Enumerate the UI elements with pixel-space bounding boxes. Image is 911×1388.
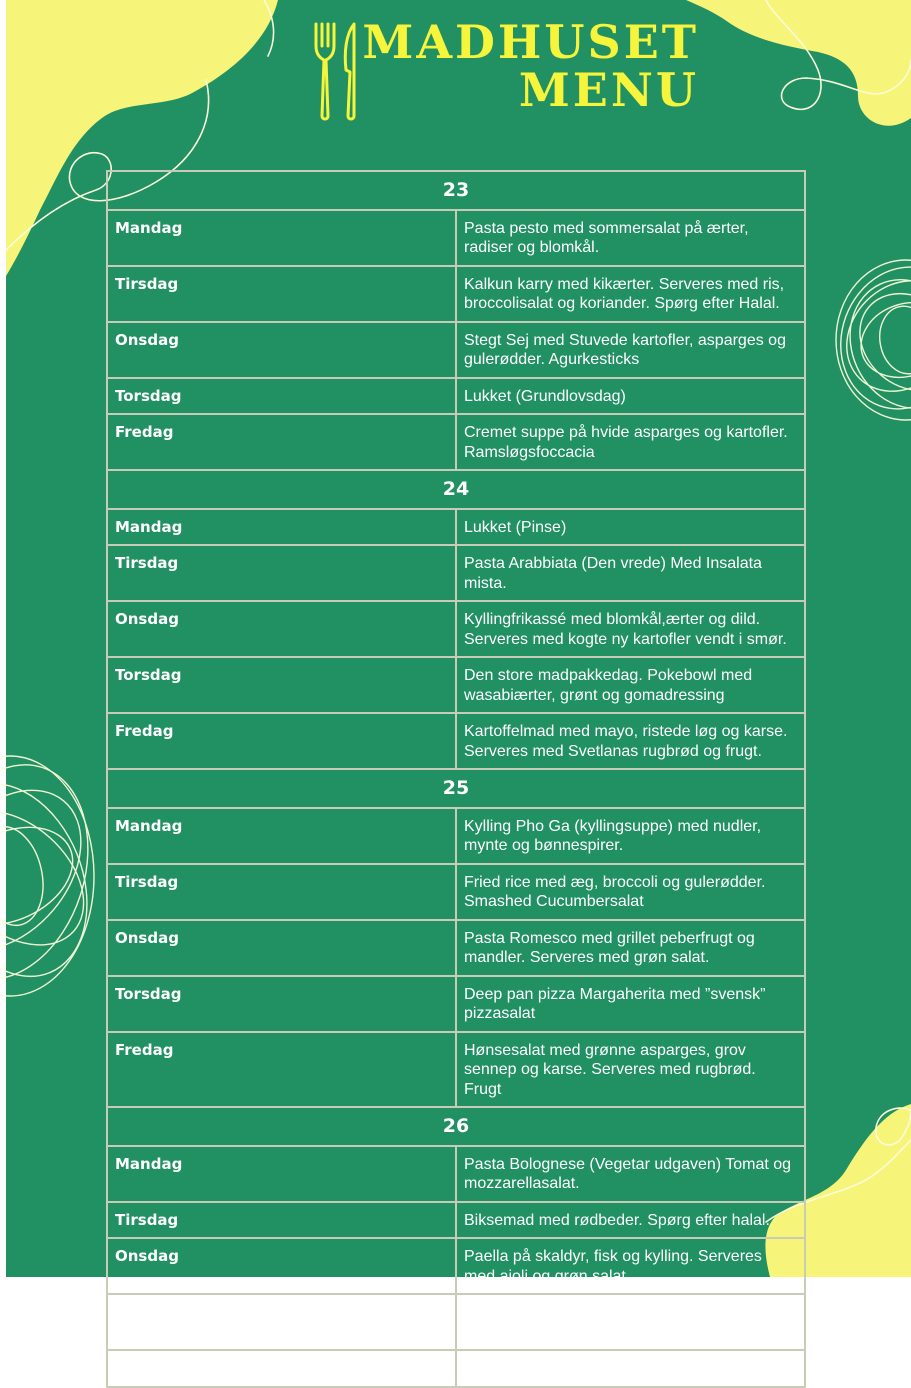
week-number: 26 xyxy=(107,1107,805,1146)
menu-page xyxy=(6,0,911,1377)
dish-cell: Koldskål med jordbær og kammerjunker. xyxy=(456,1350,805,1387)
day-cell: Onsdag xyxy=(107,920,456,976)
dish-cell: Stegt Sej med Stuvede kartofler, asparges og gulerødder. Agurkesticks xyxy=(456,322,805,378)
day-cell: Mandag xyxy=(107,509,456,546)
dish-cell: Hønsesalat med grønne asparges, grov sennep og karse. Serveres med rugbrød. Frugt xyxy=(456,1032,805,1108)
table-row xyxy=(107,1294,805,1350)
week-number: 24 xyxy=(107,470,805,509)
dish-cell: Kylling Pho Ga (kyllingsuppe) med nudler, mynte og bønnespirer. xyxy=(456,808,805,864)
dish-cell: Cremet suppe på hvide asparges og kartofler. Ramsløgsfoccacia xyxy=(456,414,805,470)
dish-cell: Æggesalat med Svetlanas rugbrød og grøntsticks xyxy=(456,1294,805,1350)
table-row xyxy=(107,266,805,322)
table-row xyxy=(107,920,805,976)
dish-cell: Kyllingfrikassé med blomkål,ærter og dild. Serveres med kogte ny kartofler vendt i smør. xyxy=(456,601,805,657)
dish-cell: Den store madpakkedag. Pokebowl med wasabiærter, grønt og gomadressing xyxy=(456,657,805,713)
table-row xyxy=(107,1146,805,1202)
table-row xyxy=(107,1032,805,1108)
dish-cell: Pasta Arabbiata (Den vrede) Med Insalata mista. xyxy=(456,545,805,601)
day-cell: Fredag xyxy=(107,713,456,769)
day-cell: Torsdag xyxy=(107,657,456,713)
day-cell: Onsdag xyxy=(107,322,456,378)
day-cell: Mandag xyxy=(107,1146,456,1202)
dish-cell: Lukket (Pinse) xyxy=(456,509,805,546)
table-row xyxy=(107,713,805,769)
dish-cell: Biksemad med rødbeder. Spørg efter halal. xyxy=(456,1202,805,1239)
table-row xyxy=(107,864,805,920)
day-cell: Mandag xyxy=(107,210,456,266)
scribble-ball-right xyxy=(821,249,911,427)
day-cell: Tirsdag xyxy=(107,266,456,322)
table-row xyxy=(107,509,805,546)
day-cell: Fredag xyxy=(107,1350,456,1387)
table-row xyxy=(107,1238,805,1294)
day-cell: Onsdag xyxy=(107,601,456,657)
day-cell: Torsdag xyxy=(107,378,456,415)
dish-cell: Paella på skaldyr, fisk og kylling. Serveres med aioli og grøn salat xyxy=(456,1238,805,1294)
table-row xyxy=(107,976,805,1032)
dish-cell: Pasta Romesco med grillet peberfrugt og mandler. Serveres med grøn salat. xyxy=(456,920,805,976)
dish-cell: Pasta Bolognese (Vegetar udgaven) Tomat og mozzarellasalat. xyxy=(456,1146,805,1202)
menu-title xyxy=(362,15,699,117)
dish-cell: Kartoffelmad med mayo, ristede løg og karse. Serveres med Svetlanas rugbrød og frugt. xyxy=(456,713,805,769)
table-row xyxy=(107,1350,805,1387)
table-row xyxy=(107,657,805,713)
table-row xyxy=(107,1202,805,1239)
week-header-row xyxy=(107,171,805,210)
day-cell: Onsdag xyxy=(107,1238,456,1294)
menu-table xyxy=(106,170,806,1388)
table-row xyxy=(107,210,805,266)
week-number: 23 xyxy=(107,171,805,210)
dish-cell: Lukket (Grundlovsdag) xyxy=(456,378,805,415)
table-row xyxy=(107,322,805,378)
dish-cell: Pasta pesto med sommersalat på ærter, radiser og blomkål. xyxy=(456,210,805,266)
day-cell: Mandag xyxy=(107,808,456,864)
day-cell: Torsdag xyxy=(107,1294,456,1350)
day-cell: Fredag xyxy=(107,1032,456,1108)
week-header-row xyxy=(107,470,805,509)
day-cell: Tirsdag xyxy=(107,864,456,920)
table-row xyxy=(107,378,805,415)
title-line-1: MADHUSET xyxy=(362,15,699,69)
week-number: 25 xyxy=(107,769,805,808)
table-row xyxy=(107,545,805,601)
day-cell: Torsdag xyxy=(107,976,456,1032)
table-row xyxy=(107,601,805,657)
dish-cell: Deep pan pizza Margaherita med ”svensk” pizzasalat xyxy=(456,976,805,1032)
table-row xyxy=(107,808,805,864)
scribble-ball-left xyxy=(0,744,114,1000)
dish-cell: Fried rice med æg, broccoli og gulerødder. Smashed Cucumbersalat xyxy=(456,864,805,920)
week-header-row xyxy=(107,1107,805,1146)
yellow-blob-top-right xyxy=(686,0,911,126)
dish-cell: Kalkun karry med kikærter. Serveres med ris, broccolisalat og koriander. Spørg efter Halal. xyxy=(456,266,805,322)
week-header-row xyxy=(107,769,805,808)
fork-knife-icon xyxy=(308,20,368,124)
day-cell: Fredag xyxy=(107,414,456,470)
day-cell: Tirsdag xyxy=(107,545,456,601)
title-line-2: MENU xyxy=(518,63,699,117)
day-cell: Tirsdag xyxy=(107,1202,456,1239)
table-row xyxy=(107,414,805,470)
